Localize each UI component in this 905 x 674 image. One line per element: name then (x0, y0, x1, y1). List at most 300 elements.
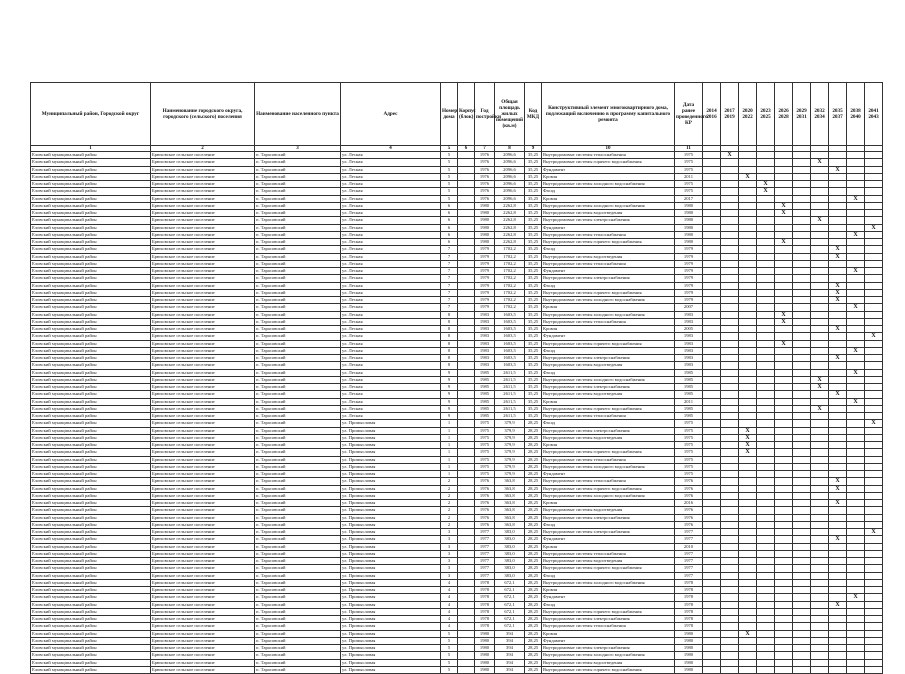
period-cell (793, 355, 811, 362)
table-cell: п. Тарасовский (255, 326, 341, 333)
table-cell: Брюховское сельское поселение (151, 558, 255, 565)
period-cell (721, 594, 739, 601)
table-cell: 5 (441, 152, 458, 159)
table-cell: Еловский муниципальный район (31, 152, 151, 159)
period-cell (739, 478, 757, 485)
period-cell (793, 536, 811, 543)
period-cell (847, 645, 865, 652)
table-cell: п. Тарасовский (255, 601, 341, 608)
table-cell: Брюховское сельское поселение (151, 623, 255, 630)
period-cell (757, 384, 775, 391)
table-cell: 1702,2 (495, 304, 525, 311)
table-cell: ул. Промысловая (341, 485, 441, 492)
table-cell: Еловский муниципальный район (31, 282, 151, 289)
table-cell: 379,9 (495, 427, 525, 434)
table-cell: 28,25 (525, 637, 542, 644)
table-cell: Еловский муниципальный район (31, 478, 151, 485)
table-cell: 28,25 (525, 456, 542, 463)
table-row (31, 623, 883, 630)
period-cell (811, 492, 829, 499)
table-cell: Еловский муниципальный район (31, 492, 151, 499)
table-cell: Еловский муниципальный район (31, 224, 151, 231)
period-cell (865, 239, 883, 246)
table-cell: Брюховское сельское поселение (151, 376, 255, 383)
period-cell (703, 550, 721, 557)
period-cell (739, 362, 757, 369)
table-cell: Еловский муниципальный район (31, 471, 151, 478)
period-cell (847, 239, 865, 246)
table-row (31, 398, 883, 405)
table-row (31, 340, 883, 347)
table-cell: Еловский муниципальный район (31, 239, 151, 246)
period-cell: X (811, 405, 829, 412)
table-cell: Внутридомовые системы холодного водоснабжения (542, 463, 675, 470)
table-cell: 2011 (675, 173, 703, 180)
table-cell: 672,1 (495, 587, 525, 594)
period-cell (739, 558, 757, 565)
table-cell: Кровля (542, 543, 675, 550)
period-cell (703, 275, 721, 282)
period-cell (721, 217, 739, 224)
table-cell: Еловский муниципальный район (31, 268, 151, 275)
table-cell: п. Тарасовский (255, 391, 341, 398)
table-cell: 1975 (475, 442, 495, 449)
table-cell: 2611,5 (495, 391, 525, 398)
period-cell (847, 202, 865, 209)
period-cell (793, 181, 811, 188)
table-cell: Кровля (542, 195, 675, 202)
table-cell: ул. Лесная (341, 239, 441, 246)
period-cell: X (847, 231, 865, 238)
table-cell: 1 (441, 471, 458, 478)
table-cell: 1980 (675, 210, 703, 217)
period-cell: X (739, 442, 757, 449)
period-cell (739, 253, 757, 260)
table-cell: Брюховское сельское поселение (151, 355, 255, 362)
period-cell (829, 630, 847, 637)
period-cell (829, 666, 847, 673)
table-cell: 1980 (475, 217, 495, 224)
table-cell: 4 (441, 594, 458, 601)
period-cell (757, 637, 775, 644)
table-cell: 2611,5 (495, 405, 525, 412)
period-cell (811, 449, 829, 456)
period-cell (793, 500, 811, 507)
period-cell (811, 666, 829, 673)
table-cell: Внутридомовые системы теплоснабжения (542, 623, 675, 630)
table-cell: 9 (441, 413, 458, 420)
table-cell: 1976 (475, 478, 495, 485)
period-cell (739, 420, 757, 427)
period-cell (757, 601, 775, 608)
table-cell: 1976 (675, 492, 703, 499)
period-cell (757, 289, 775, 296)
table-cell: п. Тарасовский (255, 514, 341, 521)
table-cell: 1983 (475, 347, 495, 354)
table-cell (458, 550, 475, 557)
table-row (31, 529, 883, 536)
table-row (31, 420, 883, 427)
table-cell (458, 173, 475, 180)
period-cell (739, 666, 757, 673)
period-cell (721, 304, 739, 311)
table-cell: ул. Лесная (341, 362, 441, 369)
table-cell: Брюховское сельское поселение (151, 420, 255, 427)
period-cell (739, 239, 757, 246)
period-cell (703, 478, 721, 485)
table-cell: Еловский муниципальный район (31, 507, 151, 514)
table-cell: Брюховское сельское поселение (151, 210, 255, 217)
table-cell: Внутридомовые системы водоотведения (542, 507, 675, 514)
table-cell: 1980 (675, 239, 703, 246)
period-cell (793, 224, 811, 231)
table-cell: ул. Лесная (341, 181, 441, 188)
period-cell (721, 159, 739, 166)
period-cell (793, 188, 811, 195)
table-cell: п. Тарасовский (255, 471, 341, 478)
table-cell: 2 (441, 478, 458, 485)
table-cell: 2005 (675, 326, 703, 333)
period-cell (865, 195, 883, 202)
table-cell: Брюховское сельское поселение (151, 231, 255, 238)
table-cell: 2611,5 (495, 384, 525, 391)
table-cell: Брюховское сельское поселение (151, 391, 255, 398)
table-cell: Еловский муниципальный район (31, 630, 151, 637)
table-cell: п. Тарасовский (255, 239, 341, 246)
period-cell (775, 637, 793, 644)
table-cell: 8 (441, 318, 458, 325)
period-cell (739, 246, 757, 253)
table-cell: Еловский муниципальный район (31, 195, 151, 202)
table-cell: ул. Лесная (341, 384, 441, 391)
table-cell: 1976 (675, 478, 703, 485)
table-cell: Брюховское сельское поселение (151, 268, 255, 275)
table-cell (458, 442, 475, 449)
table-cell: ул. Промысловая (341, 652, 441, 659)
period-cell (775, 434, 793, 441)
period-cell (829, 275, 847, 282)
table-cell: 1702,2 (495, 246, 525, 253)
period-cell (757, 391, 775, 398)
table-row (31, 550, 883, 557)
period-cell (865, 652, 883, 659)
table-cell: Еловский муниципальный район (31, 434, 151, 441)
table-cell: ул. Лесная (341, 217, 441, 224)
period-cell (721, 369, 739, 376)
table-cell: 35,25 (525, 289, 542, 296)
table-cell: Брюховское сельское поселение (151, 608, 255, 615)
period-cell: X (829, 326, 847, 333)
table-cell (458, 543, 475, 550)
table-cell: 2096,6 (495, 181, 525, 188)
table-cell (458, 666, 475, 673)
period-cell (829, 195, 847, 202)
period-cell (847, 442, 865, 449)
period-cell (829, 311, 847, 318)
period-cell (757, 326, 775, 333)
period-cell (721, 282, 739, 289)
table-cell: Еловский муниципальный район (31, 449, 151, 456)
table-row (31, 297, 883, 304)
table-cell: Брюховское сельское поселение (151, 369, 255, 376)
period-cell (829, 652, 847, 659)
period-cell (865, 587, 883, 594)
period-cell (757, 355, 775, 362)
period-cell: X (865, 333, 883, 340)
period-cell (793, 630, 811, 637)
period-cell (865, 521, 883, 528)
period-cell (757, 275, 775, 282)
document-sheet (30, 82, 882, 674)
period-cell (811, 181, 829, 188)
table-cell: п. Тарасовский (255, 413, 341, 420)
period-cell: X (775, 202, 793, 209)
period-cell (739, 304, 757, 311)
period-cell (703, 398, 721, 405)
period-cell (721, 514, 739, 521)
period-cell (793, 485, 811, 492)
table-cell: Фундамент (542, 224, 675, 231)
table-cell: п. Тарасовский (255, 289, 341, 296)
table-row (31, 478, 883, 485)
table-cell: 1975 (475, 463, 495, 470)
period-cell (847, 616, 865, 623)
table-cell: 1980 (475, 666, 495, 673)
table-cell: Внутридомовые системы горячего водоснабжения (542, 485, 675, 492)
table-cell: п. Тарасовский (255, 333, 341, 340)
table-cell: Еловский муниципальный район (31, 543, 151, 550)
table-cell: Внутридомовые системы электроснабжения (542, 217, 675, 224)
period-cell (847, 376, 865, 383)
period-cell (757, 268, 775, 275)
table-cell: 28,25 (525, 630, 542, 637)
column-header: 2032 2034 (811, 83, 829, 146)
table-cell: 1976 (475, 514, 495, 521)
table-cell: 2007 (675, 304, 703, 311)
period-cell (865, 413, 883, 420)
period-cell (847, 318, 865, 325)
table-cell: п. Тарасовский (255, 369, 341, 376)
table-row (31, 616, 883, 623)
table-row (31, 594, 883, 601)
table-cell (458, 616, 475, 623)
period-cell (829, 304, 847, 311)
table-cell: 1603,5 (495, 311, 525, 318)
table-cell: 1979 (475, 275, 495, 282)
table-cell: 8 (441, 355, 458, 362)
period-cell (847, 355, 865, 362)
period-cell (829, 579, 847, 586)
table-cell (458, 195, 475, 202)
period-cell (739, 463, 757, 470)
period-cell (703, 616, 721, 623)
period-cell (739, 645, 757, 652)
table-row (31, 231, 883, 238)
table-cell (458, 471, 475, 478)
table-cell: Внутридомовые системы водоотведения (542, 210, 675, 217)
column-header: 2029 2031 (793, 83, 811, 146)
table-cell: 28,25 (525, 514, 542, 521)
table-cell (458, 260, 475, 267)
table-cell (458, 630, 475, 637)
period-cell (775, 188, 793, 195)
table-cell: ул. Лесная (341, 289, 441, 296)
table-cell: Брюховское сельское поселение (151, 550, 255, 557)
table-cell: п. Тарасовский (255, 434, 341, 441)
table-cell: 1980 (675, 652, 703, 659)
table-cell: 1985 (675, 384, 703, 391)
column-header: Номер дома (441, 83, 458, 146)
table-row (31, 565, 883, 572)
table-cell: п. Тарасовский (255, 442, 341, 449)
period-cell (739, 543, 757, 550)
table-cell: Брюховское сельское поселение (151, 326, 255, 333)
period-cell (721, 268, 739, 275)
table-cell: ул. Промысловая (341, 449, 441, 456)
table-cell: Еловский муниципальный район (31, 246, 151, 253)
table-cell: Кровля (542, 630, 675, 637)
table-cell: 363,8 (495, 500, 525, 507)
table-cell: 1975 (675, 471, 703, 478)
period-cell (793, 210, 811, 217)
table-cell: 1978 (675, 608, 703, 615)
column-number: 5 (441, 146, 458, 152)
table-cell: п. Тарасовский (255, 347, 341, 354)
period-cell (757, 449, 775, 456)
table-cell: 35,25 (525, 398, 542, 405)
table-row (31, 268, 883, 275)
table-cell (458, 420, 475, 427)
period-cell (865, 536, 883, 543)
table-cell: 1975 (675, 188, 703, 195)
table-row (31, 275, 883, 282)
period-cell (703, 181, 721, 188)
table-cell: п. Тарасовский (255, 579, 341, 586)
period-cell: X (847, 195, 865, 202)
table-cell: Еловский муниципальный район (31, 173, 151, 180)
table-cell: п. Тарасовский (255, 485, 341, 492)
table-cell: Внутридомовые системы холодного водоснабжения (542, 181, 675, 188)
period-cell (811, 507, 829, 514)
period-cell (793, 260, 811, 267)
period-cell (811, 202, 829, 209)
table-cell: 35,25 (525, 253, 542, 260)
table-cell: Еловский муниципальный район (31, 202, 151, 209)
period-cell (721, 260, 739, 267)
table-cell (458, 500, 475, 507)
period-cell (721, 405, 739, 412)
period-cell (811, 579, 829, 586)
table-cell: п. Тарасовский (255, 427, 341, 434)
table-cell: 3 (441, 529, 458, 536)
table-cell (458, 492, 475, 499)
period-cell (793, 246, 811, 253)
table-cell: 6 (441, 210, 458, 217)
period-cell (811, 362, 829, 369)
table-cell: Внутридомовые системы электроснабжения (542, 275, 675, 282)
period-cell (721, 326, 739, 333)
period-cell (775, 260, 793, 267)
period-cell (847, 463, 865, 470)
period-cell (865, 289, 883, 296)
table-cell: 9 (441, 405, 458, 412)
table-cell: 2 (441, 492, 458, 499)
table-cell: Брюховское сельское поселение (151, 347, 255, 354)
table-cell: п. Тарасовский (255, 666, 341, 673)
period-cell (775, 623, 793, 630)
period-cell (757, 666, 775, 673)
period-cell: X (811, 376, 829, 383)
column-number: 3 (255, 146, 341, 152)
table-cell: Еловский муниципальный район (31, 304, 151, 311)
table-cell: Внутридомовые системы холодного водоснабжения (542, 202, 675, 209)
table-cell: 1980 (675, 645, 703, 652)
table-cell: 379,9 (495, 471, 525, 478)
table-row (31, 507, 883, 514)
period-cell (811, 478, 829, 485)
table-cell: 28,25 (525, 550, 542, 557)
table-cell: 1980 (475, 224, 495, 231)
table-cell: 2611,5 (495, 376, 525, 383)
table-cell: 1 (441, 427, 458, 434)
period-cell (775, 608, 793, 615)
period-cell (793, 384, 811, 391)
table-cell: п. Тарасовский (255, 463, 341, 470)
table-cell: Еловский муниципальный район (31, 565, 151, 572)
period-cell (703, 376, 721, 383)
table-cell: ул. Лесная (341, 188, 441, 195)
table-cell: 1976 (475, 173, 495, 180)
period-cell (829, 543, 847, 550)
period-cell (775, 355, 793, 362)
table-body (31, 152, 883, 674)
table-row (31, 536, 883, 543)
table-cell (458, 224, 475, 231)
table-cell: ул. Лесная (341, 159, 441, 166)
period-cell (811, 659, 829, 666)
period-cell (703, 536, 721, 543)
period-cell (703, 246, 721, 253)
period-cell (865, 268, 883, 275)
table-cell: ул. Лесная (341, 224, 441, 231)
table-cell: 28,25 (525, 623, 542, 630)
table-cell: 4 (441, 579, 458, 586)
table-cell: 28,25 (525, 507, 542, 514)
table-cell: 1 (441, 420, 458, 427)
table-cell: п. Тарасовский (255, 231, 341, 238)
period-cell (847, 652, 865, 659)
table-cell: 35,25 (525, 340, 542, 347)
table-cell: 379,9 (495, 463, 525, 470)
table-cell: 28,25 (525, 485, 542, 492)
period-cell (847, 434, 865, 441)
table-cell: 2611,5 (495, 413, 525, 420)
period-cell (721, 500, 739, 507)
period-cell (793, 420, 811, 427)
table-cell: Кровля (542, 500, 675, 507)
table-cell: 1985 (675, 369, 703, 376)
table-row (31, 637, 883, 644)
period-cell (829, 434, 847, 441)
table-row (31, 391, 883, 398)
period-cell (775, 536, 793, 543)
period-cell (703, 282, 721, 289)
period-cell (811, 311, 829, 318)
table-cell: Еловский муниципальный район (31, 362, 151, 369)
table-cell: 35,25 (525, 159, 542, 166)
table-cell: Внутридомовые системы электроснабжения (542, 355, 675, 362)
period-cell (829, 369, 847, 376)
